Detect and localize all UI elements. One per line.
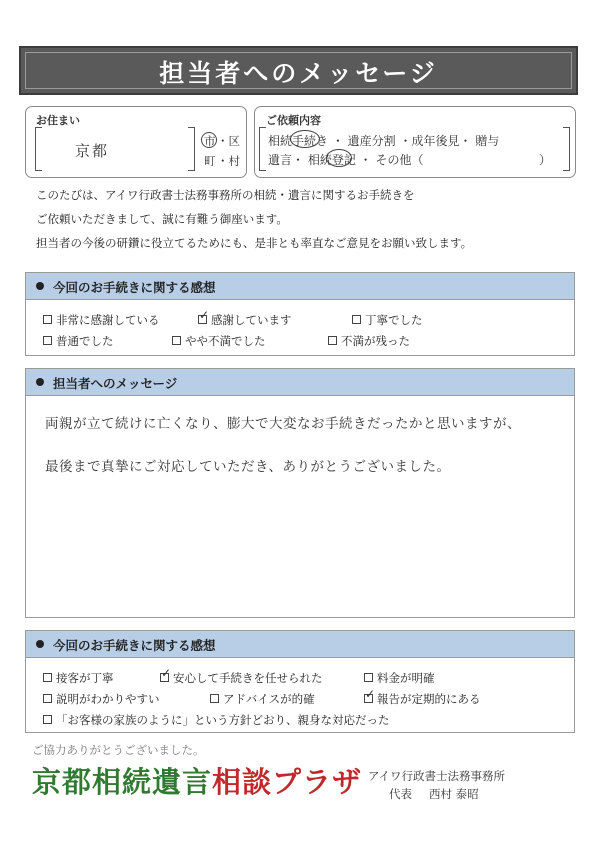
checkbox (43, 336, 52, 345)
option-very-grateful: 非常に感謝している (43, 312, 160, 328)
message-section (25, 368, 575, 618)
address-option-town: 町 (204, 154, 216, 168)
option-ordinary: 普通でした (43, 333, 114, 349)
section-3-header (26, 631, 574, 658)
logo-red-text: 相談プラザ (212, 765, 363, 799)
representative-name: 西村 泰昭 (429, 787, 479, 801)
office-name: アイワ行政書士法務事務所 (368, 769, 505, 783)
bullet-icon (36, 282, 44, 290)
option-polite: 丁寧でした (352, 312, 423, 328)
section-2-header (26, 369, 574, 396)
option-regular-reports: 報告が定期的にある (364, 691, 481, 707)
request-bracket-right (563, 127, 570, 171)
intro-line-3: 担当者の今後の研鑽に役立てるためにも、是非とも率直なご意見をお願い致します。 (36, 236, 473, 250)
checkbox (172, 336, 181, 345)
page-title: 担当者へのメッセージ (159, 59, 438, 88)
section-3-heading: 今回のお手続きに関する感想 (53, 638, 216, 653)
option-courteous-service: 接客が丁寧 (43, 670, 114, 686)
message-line-2: 最後まで真摯にご対応していただき、ありがとうございました。 (45, 459, 451, 475)
logo-green-text: 京都相続遺言 (32, 765, 213, 799)
request-label: ご依頼内容 (266, 114, 321, 127)
address-option-ward: ・区 (217, 134, 240, 148)
check-mark-icon: ✓ (199, 308, 210, 322)
checkbox (43, 315, 52, 324)
intro-line-2: ご依頼いただきまして、誠に有難う御座います。 (36, 212, 288, 226)
checkbox (328, 336, 337, 345)
option-clear-fees: 料金が明確 (364, 670, 435, 686)
request-options-line-2-close: ） (539, 153, 552, 167)
section-2-heading: 担当者へのメッセージ (53, 376, 178, 391)
title-banner (19, 46, 578, 95)
check-mark-icon: ✓ (161, 666, 172, 680)
checkbox (210, 694, 219, 703)
brand-logo (32, 760, 362, 801)
intro-line-1: このたびは、アイワ行政書士法務事務所の相続・遺言に関するお手続きを (36, 188, 415, 202)
option-dissatisfied: 不満が残った (328, 333, 410, 349)
bullet-icon (36, 378, 44, 386)
option-somewhat-dissatisfied: やや不満でした (172, 333, 266, 349)
option-family-like-care: 「お客様の家族のように」という方針どおり、親身な対応だった (43, 712, 390, 728)
request-bracket-left (259, 127, 266, 171)
checkbox (43, 694, 52, 703)
check-mark-icon: ✓ (365, 687, 376, 701)
checkbox (352, 315, 361, 324)
thanks-message: ご協力ありがとうございました。 (32, 743, 205, 757)
representative-title: 代表 (389, 787, 412, 801)
section-1-header (26, 273, 574, 300)
address-bracket-left (35, 127, 42, 171)
request-options-line-1: 相続手続き ・ 遺産分割 ・成年後見・ 贈与 (268, 134, 500, 148)
section-1-heading: 今回のお手続きに関する感想 (53, 280, 216, 295)
request-options-line-2: 遺言・ 相続登記 ・ その他（ (268, 153, 424, 167)
checkbox (364, 673, 373, 682)
option-trusted-procedure: 安心して手続きを任せられた (160, 670, 323, 686)
option-accurate-advice: アドバイスが的確 (210, 691, 315, 707)
address-label: お住まい (36, 114, 80, 127)
message-line-1: 両親が立て続けに亡くなり、膨大で大変なお手続きだったかと思いますが、 (45, 416, 521, 432)
bullet-icon (36, 640, 44, 648)
address-bracket-right (188, 127, 195, 171)
checkbox (43, 673, 52, 682)
address-value: 京都 (75, 142, 110, 160)
option-clear-explanation: 説明がわかりやすい (43, 691, 160, 707)
address-option-city: 市 (204, 134, 216, 148)
address-option-village: ・村 (217, 154, 240, 168)
option-grateful: 感謝しています (198, 312, 292, 328)
checkbox (43, 715, 52, 724)
